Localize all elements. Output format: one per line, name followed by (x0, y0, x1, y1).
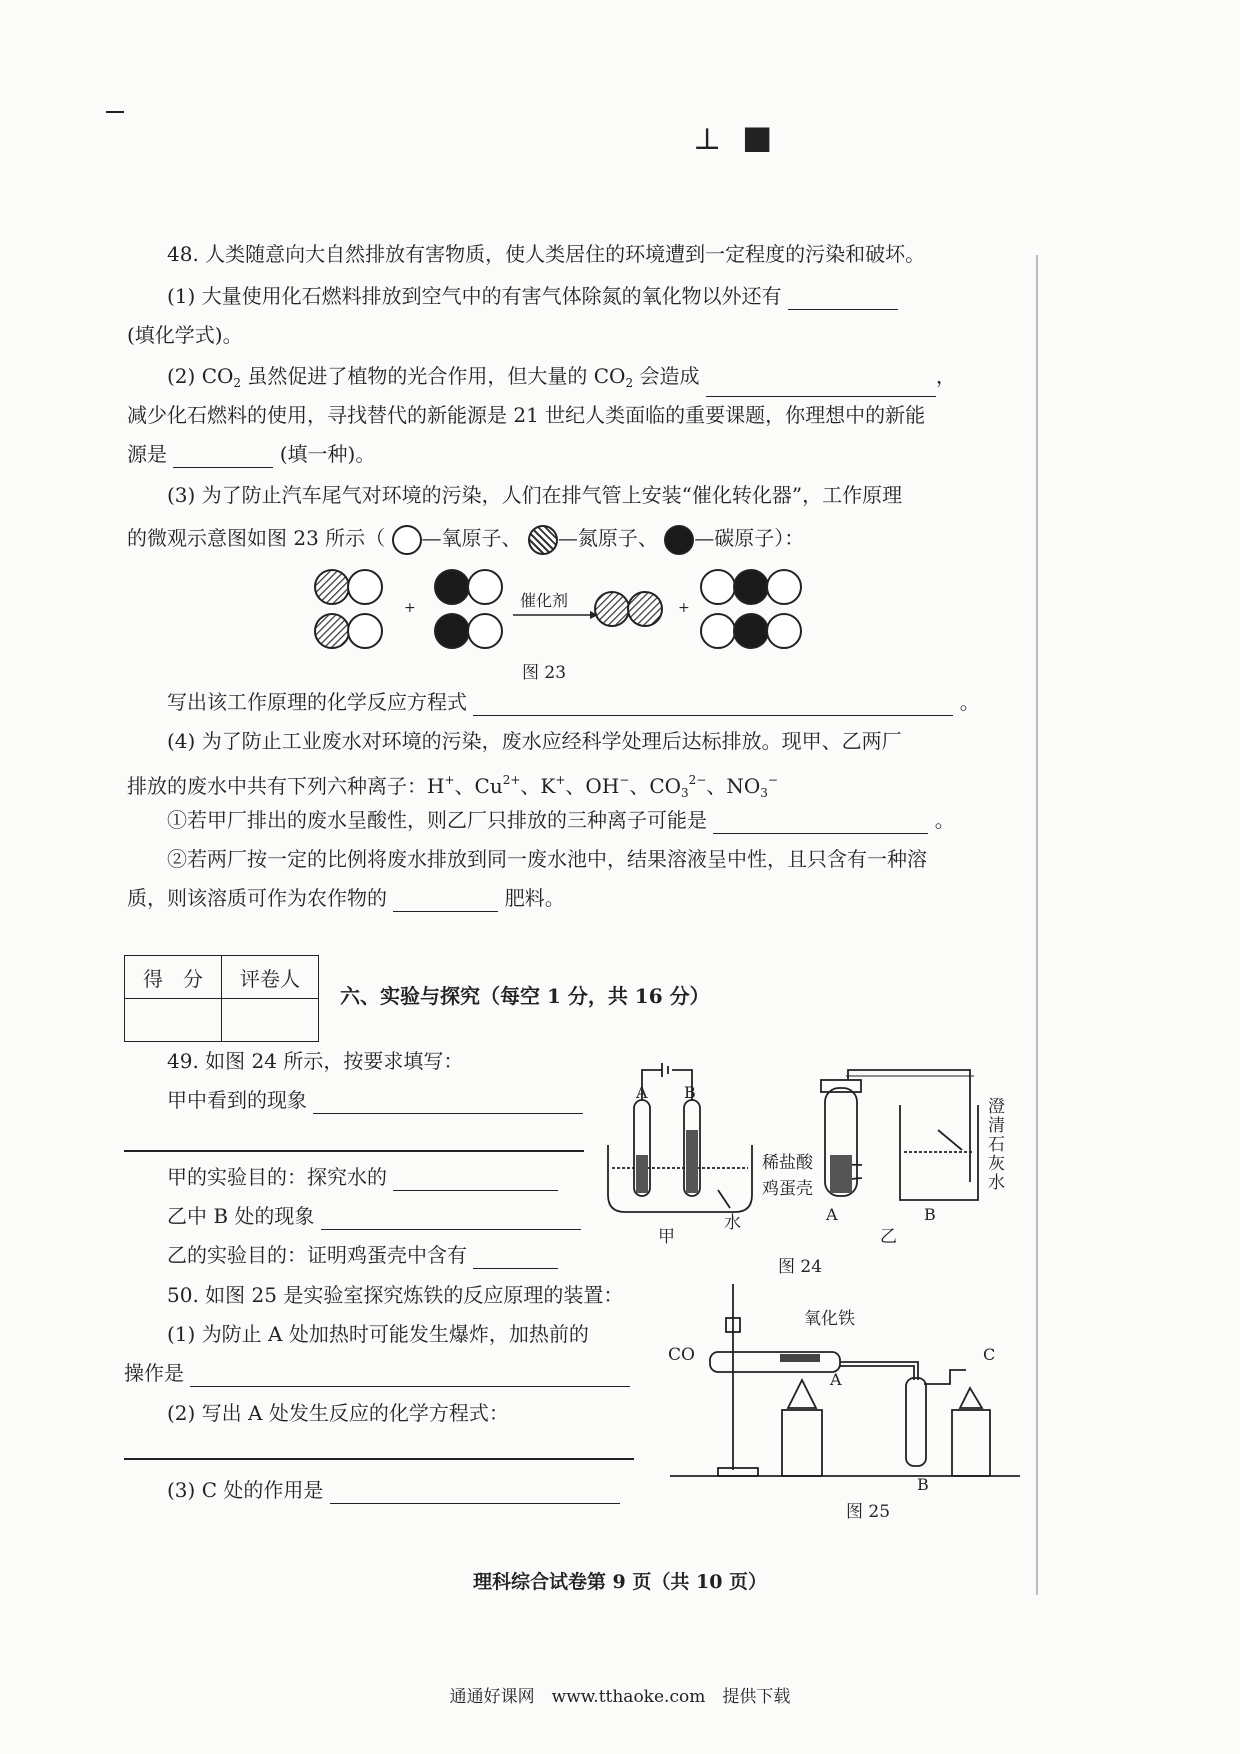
header-mark-t: ⊥ (693, 122, 722, 157)
lime-char: 清 (988, 1116, 1005, 1136)
oxygen-atom-icon (392, 525, 422, 555)
q49-purpose-blank[interactable] (393, 1168, 558, 1191)
download-credit: 通通好课网 www.tthaoke.com 提供下载 (449, 1687, 791, 1707)
fig25-label-c: C (983, 1345, 996, 1364)
q50-intro: 50. 如图 25 是实验室探究炼铁的反应原理的装置： (167, 1283, 624, 1307)
fig24-caption: 图 24 (778, 1257, 823, 1277)
sep: 、 (629, 774, 650, 798)
sup: 2− (688, 773, 707, 787)
q49-l4-text: 乙中 B 处的现象 (167, 1204, 315, 1228)
nitrogen-atom-icon (528, 525, 558, 555)
sep: 、 (565, 774, 586, 798)
header-mark-block: ■ (742, 118, 773, 156)
q48-p4: (4) 为了防止工业废水对环境的污染，废水应经科学处理后达标排放。现甲、乙两厂 (167, 729, 902, 753)
lime-char: 灰 (988, 1154, 1005, 1174)
q48-p3-equation (167, 688, 980, 716)
q48-p1 (167, 282, 898, 310)
sub: 3 (760, 786, 768, 800)
q48-fertilizer-blank[interactable] (393, 889, 498, 912)
ion-k: K (540, 774, 556, 798)
q50-l1b-text: 操作是 (124, 1361, 184, 1385)
q48-p1-tail: (填化学式)。 (127, 323, 243, 347)
q50-operation-blank[interactable] (190, 1364, 630, 1387)
q48-p3-text: 的微观示意图如图 23 所示（ (127, 526, 386, 550)
top-left-dash (106, 111, 124, 113)
q48-intro: 48. 人类随意向大自然排放有害物质，使人类居住的环境遭到一定程度的污染和破坏。 (167, 242, 926, 266)
q48-newenergy-blank[interactable] (173, 445, 273, 468)
sep: 、 (706, 774, 727, 798)
fig23-plus-2: + (678, 600, 690, 616)
q49-l1-text: 甲中看到的现象 (167, 1088, 307, 1112)
iron-oxide-sample (780, 1354, 820, 1362)
q50-l3 (167, 1476, 620, 1504)
q48-p3-end: 。 (959, 690, 980, 714)
q48-equation-blank[interactable] (473, 693, 953, 716)
q48-p4-c1-end: 。 (934, 808, 955, 832)
fig24-label-acid: 稀盐酸 (762, 1153, 813, 1173)
q49-continuation-line[interactable] (124, 1150, 584, 1152)
fig24-label-b2: B (924, 1205, 936, 1224)
q48-p2-line3-tail: (填一种)。 (279, 442, 376, 466)
score-table (124, 955, 319, 1042)
section-6-title: 六、实验与探究（每空 1 分，共 16 分） (340, 984, 710, 1008)
q48-p2-blank[interactable] (706, 374, 936, 397)
q49-b-blank[interactable] (321, 1207, 581, 1230)
ion-co3: CO (649, 774, 682, 798)
q48-ions-blank[interactable] (713, 811, 928, 834)
ion-cu: Cu (474, 774, 503, 798)
fig25-label-b: B (917, 1475, 929, 1494)
q48-p2-co2: (2) CO (167, 364, 234, 388)
grader-cell[interactable] (222, 999, 319, 1042)
fig23-plus-1: + (404, 600, 416, 616)
q48-p2-text2: 会造成 (639, 364, 700, 388)
right-margin-rule (1036, 255, 1038, 1595)
fig24-label-jia: 甲 (658, 1227, 675, 1247)
ion-oh: OH (585, 774, 620, 798)
q48-p4-c2b (127, 884, 565, 912)
page-footer: 理科综合试卷第 9 页（共 10 页） (472, 1571, 768, 1593)
q48-p2-line3 (127, 440, 375, 468)
q48-p2-comma: ， (935, 364, 956, 388)
sup: + (555, 773, 566, 787)
q49-l5-text: 乙的实验目的：证明鸡蛋壳中含有 (167, 1243, 467, 1267)
fig24-limewater-label (988, 1098, 1008, 1193)
q50-l2: (2) 写出 A 处发生反应的化学方程式： (167, 1401, 509, 1425)
fig24-label-b: B (684, 1083, 696, 1102)
fig24-label-shell: 鸡蛋壳 (762, 1179, 813, 1199)
q48-p2-text: 虽然促进了植物的光合作用，但大量的 CO (247, 364, 626, 388)
q48-p1-text: (1) 大量使用化石燃料排放到空气中的有害气体除氮的氧化物以外还有 (167, 284, 782, 308)
q48-p2 (167, 362, 956, 397)
q48-p4-c2b-text: 质，则该溶质可作为农作物的 (127, 886, 387, 910)
q48-p3-legend (127, 524, 804, 555)
fig23-catalyst-label: 催化剂 (520, 591, 569, 610)
q49-intro: 49. 如图 24 所示，按要求填写： (167, 1049, 464, 1073)
score-header: 得 分 (125, 956, 222, 999)
legend-nitrogen: —氮原子、 (557, 526, 658, 550)
fig25-caption: 图 25 (846, 1502, 891, 1522)
fig23-caption: 图 23 (522, 663, 567, 683)
q49-l4 (167, 1202, 581, 1230)
q50-l1b (124, 1359, 630, 1387)
q48-p4-c1-text: ①若甲厂排出的废水呈酸性，则乙厂只排放的三种离子可能是 (167, 808, 707, 832)
q48-p1-blank[interactable] (788, 287, 898, 310)
q48-p4-c1 (167, 806, 955, 834)
sub-2: 2 (233, 376, 242, 390)
ion-no3: NO (726, 774, 761, 798)
legend-oxygen: —氧原子、 (421, 526, 522, 550)
sup: 2+ (502, 773, 521, 787)
fig24-label-water: 水 (724, 1213, 741, 1233)
q48-p2-line2: 减少化石燃料的使用，寻找替代的新能源是 21 世纪人类面临的重要课题，你理想中的新能 (127, 403, 926, 427)
lime-char: 石 (988, 1135, 1005, 1155)
legend-carbon: —碳原子）： (694, 526, 805, 550)
lime-char: 澄 (988, 1097, 1005, 1117)
score-cell[interactable] (125, 999, 222, 1042)
q49-l3 (167, 1163, 558, 1191)
sup: − (619, 773, 630, 787)
q50-equation-line[interactable] (124, 1458, 634, 1460)
q48-p4-c2c-text: 肥料。 (504, 886, 565, 910)
lime-char: 水 (988, 1173, 1005, 1193)
q49-l5 (167, 1241, 558, 1269)
fig24-label-yi: 乙 (880, 1227, 897, 1247)
q48-p4-c2a: ②若两厂按一定的比例将废水排放到同一废水池中，结果溶液呈中性，且只含有一种溶 (167, 847, 927, 871)
sub: 3 (681, 786, 689, 800)
q49-phenomenon-blank[interactable] (313, 1091, 583, 1114)
sup: − (767, 773, 778, 787)
fig25-co-label: CO (668, 1345, 695, 1365)
carbon-atom-icon (664, 525, 694, 555)
sep: 、 (520, 774, 541, 798)
q48-p4-ions (127, 766, 778, 807)
fig25-feo-label: 氧化铁 (804, 1309, 855, 1329)
q48-p4-text: 排放的废水中共有下列六种离子：H (127, 774, 445, 798)
sub-2: 2 (625, 376, 634, 390)
q50-c-blank[interactable] (330, 1481, 620, 1504)
q49-l1 (167, 1086, 583, 1114)
q48-p3: (3) 为了防止汽车尾气对环境的污染，人们在排气管上安装“催化转化器”，工作原理 (167, 483, 903, 507)
sup: + (444, 773, 455, 787)
fig25-label-a: A (830, 1370, 842, 1389)
q50-l1a: (1) 为防止 A 处加热时可能发生爆炸，加热前的 (167, 1322, 589, 1346)
q48-p2-line3-text: 源是 (127, 442, 167, 466)
q49-eggshell-blank[interactable] (473, 1246, 558, 1269)
q50-l3-text: (3) C 处的作用是 (167, 1478, 324, 1502)
sep: 、 (454, 774, 475, 798)
grader-header: 评卷人 (222, 956, 319, 999)
fig24-label-a: A (636, 1083, 648, 1102)
fig24-label-a2: A (826, 1205, 838, 1224)
q48-p3-write-text: 写出该工作原理的化学反应方程式 (167, 690, 467, 714)
q49-l3-text: 甲的实验目的：探究水的 (167, 1165, 387, 1189)
